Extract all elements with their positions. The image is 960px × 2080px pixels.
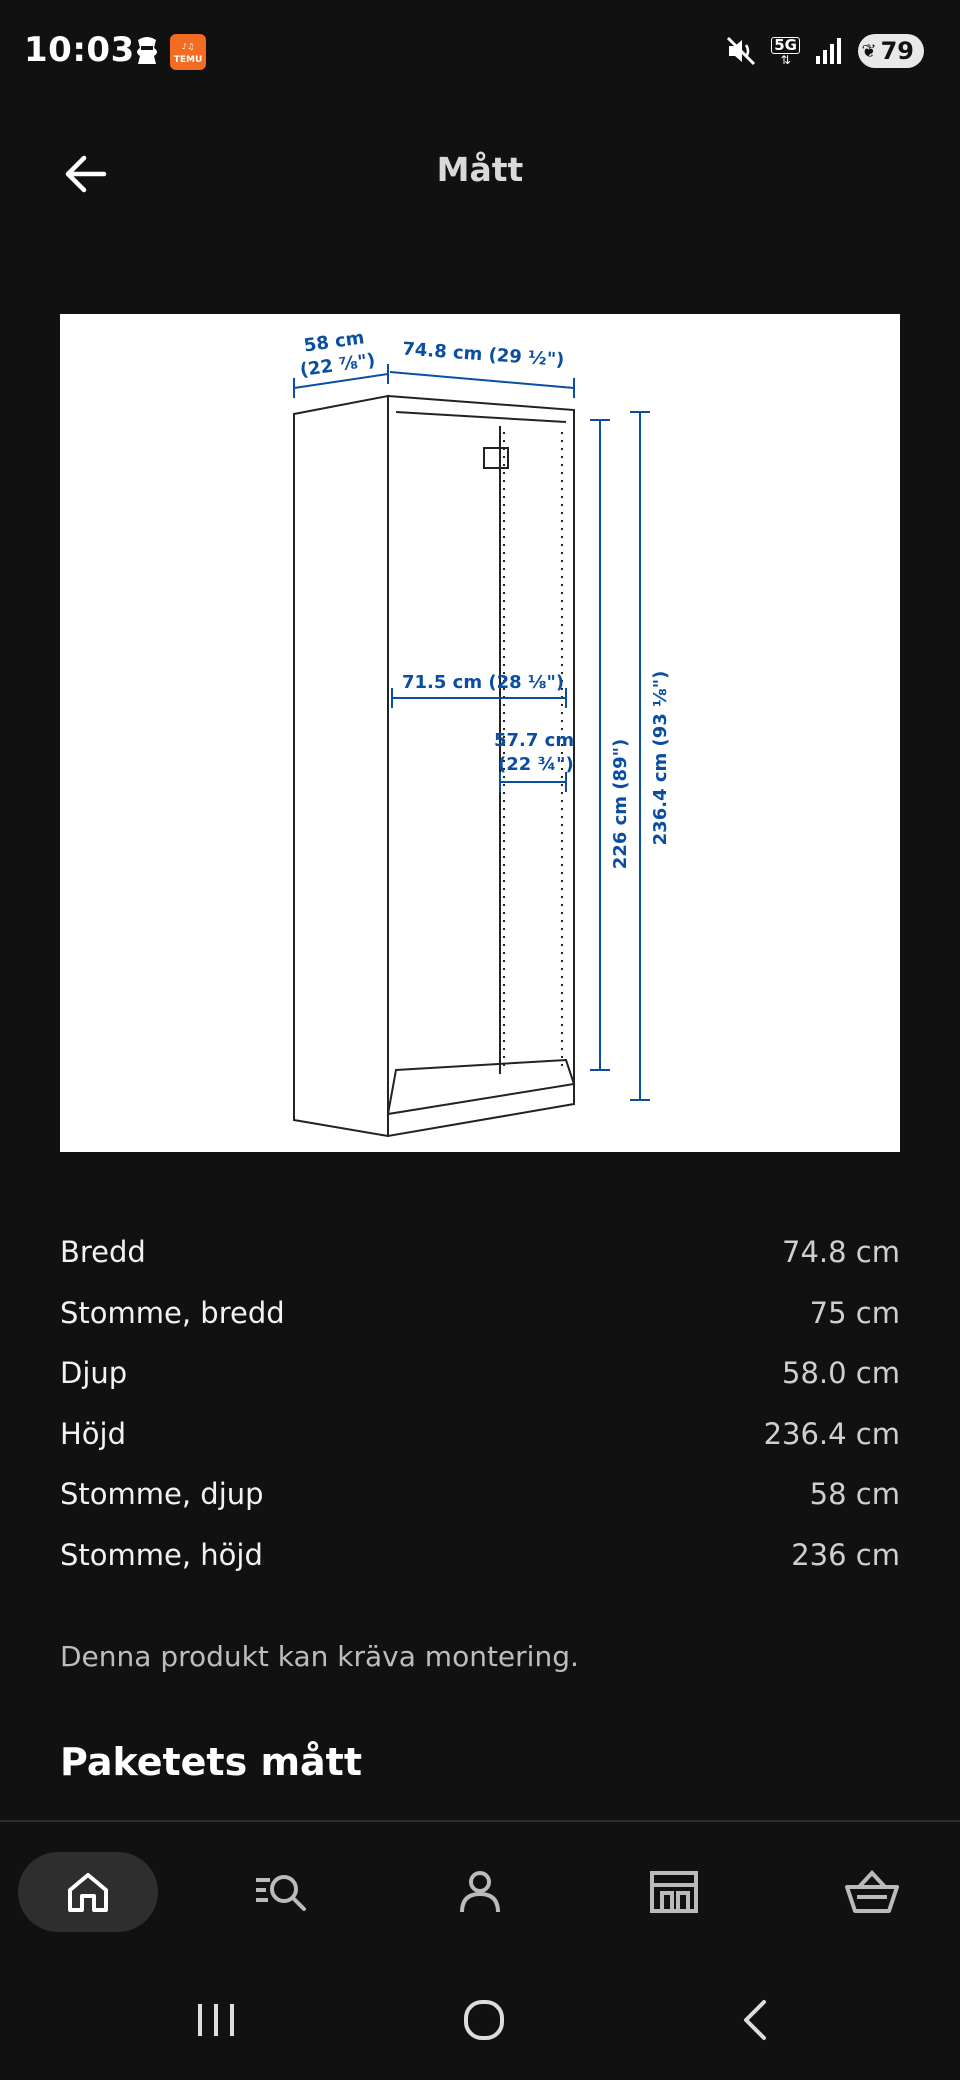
dimension-specs bbox=[60, 1222, 900, 1585]
status-time: 10:03 bbox=[24, 30, 135, 70]
network-5g-icon: 5G ⇅ bbox=[771, 37, 800, 66]
recent-apps-button[interactable] bbox=[176, 1990, 256, 2050]
depth-inch-label: (22 ⅞") bbox=[298, 349, 377, 382]
spec-row bbox=[60, 1404, 900, 1465]
bottom-nav bbox=[0, 1820, 960, 1962]
dimension-diagram bbox=[60, 314, 900, 1152]
spec-row bbox=[60, 1464, 900, 1525]
assembly-note: Denna produkt kan kräva montering. bbox=[60, 1640, 579, 1673]
spec-value: 75 cm bbox=[809, 1295, 900, 1330]
battery-indicator bbox=[858, 34, 924, 68]
home-circle-icon bbox=[462, 1998, 506, 2042]
home-system-button[interactable] bbox=[444, 1990, 524, 2050]
recent-apps-icon bbox=[194, 2000, 238, 2040]
spec-label: Djup bbox=[60, 1356, 128, 1391]
page-title: Mått bbox=[436, 150, 524, 189]
spec-row bbox=[60, 1222, 900, 1283]
back-system-button[interactable] bbox=[714, 1990, 794, 2050]
spec-label: Stomme, bredd bbox=[60, 1295, 285, 1330]
nav-cart[interactable] bbox=[802, 1852, 942, 1932]
nav-home[interactable] bbox=[18, 1852, 158, 1932]
total-height-label: 236.4 cm (93 ⅛") bbox=[650, 670, 671, 846]
system-nav-bar bbox=[0, 1960, 960, 2080]
chevron-left-icon bbox=[736, 1998, 772, 2042]
spec-label: Höjd bbox=[60, 1416, 127, 1451]
package-dimensions-heading[interactable]: Paketets mått bbox=[60, 1740, 363, 1784]
cart-icon bbox=[845, 1869, 899, 1915]
temu-app-icon bbox=[170, 34, 206, 74]
nav-store[interactable] bbox=[604, 1852, 744, 1932]
spec-row bbox=[60, 1343, 900, 1404]
dimension-lines bbox=[294, 364, 650, 1100]
nav-search[interactable] bbox=[212, 1852, 352, 1932]
inner-depth-label: 57.7 cm bbox=[494, 730, 575, 751]
nav-profile[interactable] bbox=[410, 1852, 550, 1932]
status-bar bbox=[0, 0, 960, 108]
status-icons bbox=[725, 34, 924, 68]
notification-ghost-icon bbox=[132, 34, 162, 72]
svg-text:♪♫: ♪♫ bbox=[181, 42, 195, 51]
battery-leaf-icon: ❦ bbox=[861, 40, 877, 62]
battery-level: 79 bbox=[880, 37, 914, 65]
width-label: 74.8 cm (29 ½") bbox=[401, 338, 565, 371]
spec-label: Bredd bbox=[60, 1235, 146, 1270]
spec-label: Stomme, höjd bbox=[60, 1537, 263, 1572]
depth-label: 58 cm bbox=[302, 327, 366, 357]
inner-depth-inch-label: (22 ¾") bbox=[498, 754, 574, 775]
spec-value: 58.0 cm bbox=[782, 1356, 900, 1391]
store-icon bbox=[648, 1869, 700, 1915]
signal-icon bbox=[814, 36, 844, 66]
header bbox=[0, 128, 960, 220]
spec-row bbox=[60, 1525, 900, 1586]
spec-value: 236.4 cm bbox=[763, 1416, 900, 1451]
spec-row bbox=[60, 1283, 900, 1344]
spec-value: 74.8 cm bbox=[782, 1235, 900, 1270]
mute-icon bbox=[725, 35, 757, 67]
svg-text:TEMU: TEMU bbox=[173, 55, 203, 65]
spec-label: Stomme, djup bbox=[60, 1477, 264, 1512]
spec-value: 58 cm bbox=[809, 1477, 900, 1512]
home-icon bbox=[64, 1870, 112, 1914]
network-label: 5G bbox=[771, 37, 800, 54]
spec-value: 236 cm bbox=[791, 1537, 900, 1572]
inner-height-label: 226 cm (89") bbox=[610, 738, 631, 870]
profile-icon bbox=[456, 1868, 504, 1916]
search-icon bbox=[252, 1870, 312, 1914]
inner-width-label: 71.5 cm (28 ⅛") bbox=[402, 672, 565, 693]
